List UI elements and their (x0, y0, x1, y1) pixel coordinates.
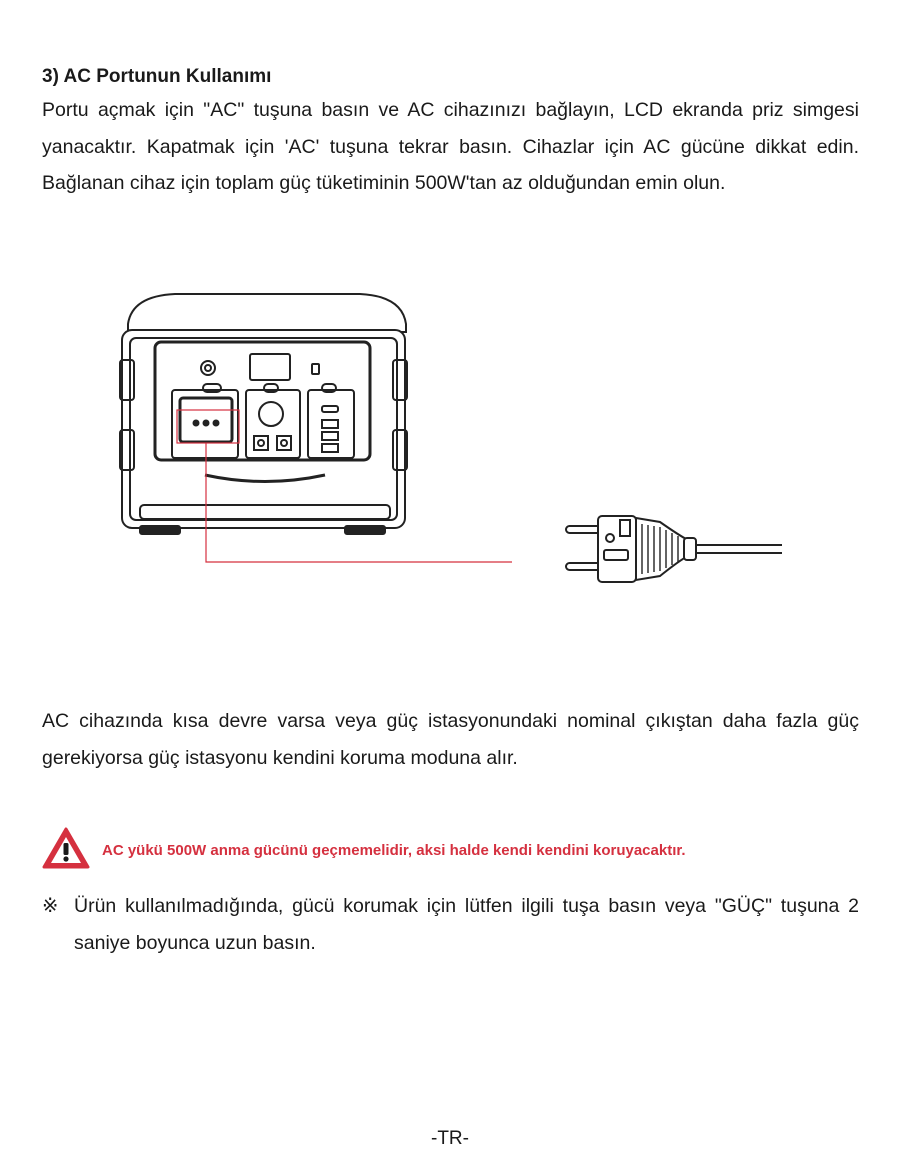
intro-paragraph: Portu açmak için "AC" tuşuna basın ve AC cihazınızı bağlayın, LCD ekranda priz simgesi yanacaktır. Kapatmak için 'AC' tuşuna tekrar basın. Cihazlar için AC gücüne dikkat edin. Bağlanan cihaz için toplam güç tüketiminin 500W'tan az olduğundan emin olun. (42, 99, 859, 194)
note-mark: ※ (42, 895, 59, 917)
section-heading: 3) AC Portunun Kullanımı (42, 66, 272, 87)
power-station-icon (120, 294, 407, 534)
warning-callout (42, 826, 859, 872)
ac-port-illustration (0, 280, 900, 610)
warning-text: AC yükü 500W anma gücünü geçmemelidir, aksi halde kendi kendini koruyacaktır. (102, 842, 686, 859)
note-text: Ürün kullanılmadığında, gücü korumak için lütfen ilgili tuşa basın veya "GÜÇ" tuşuna 2 saniye boyunca uzun basın. (74, 895, 859, 954)
ac-plug-icon (566, 516, 782, 582)
warning-triangle-icon (42, 826, 90, 870)
note-block (42, 888, 859, 961)
page-label: -TR- (431, 1128, 469, 1149)
protection-paragraph: AC cihazında kısa devre varsa veya güç istasyonundaki nominal çıkıştan daha fazla güç gerekiyorsa güç istasyonu kendini koruma moduna alır. (42, 710, 859, 769)
